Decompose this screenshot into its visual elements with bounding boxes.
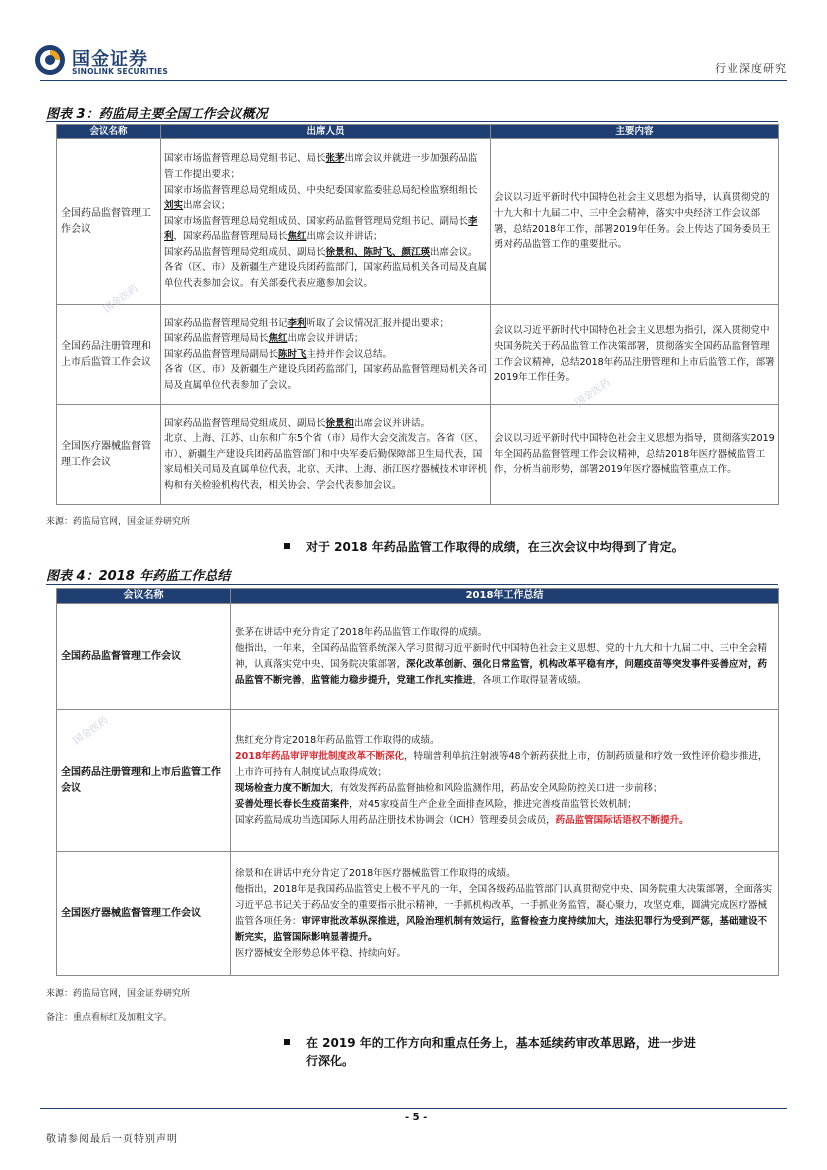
logo-chinese-name: 国金证券 (72, 49, 148, 70)
column-header: 主要内容 (491, 125, 779, 139)
meeting-name: 全国药品注册管理和上市后监管工作会议 (57, 305, 161, 405)
meeting-overview-table (56, 124, 779, 505)
table-row (57, 604, 779, 710)
bullet-paragraph: 在 2019 年的工作方向和重点任务上，基本延续药审改革思路，进一步进 行深化。 (284, 1034, 794, 1070)
attendees-cell: 国家市场监督管理总局党组书记、局长张茅出席会议并就进一步加强药品监管工作提出要求； 国家市场监督管理总局党组成员、中央纪委国家监委驻总局纪检监察组组长刘实出席会议； 国家市场监督管理总局党组成员、国家药品监督管理局党组书记、副局长李利，国家药品监督管理局局长焦红出席会议并讲话； 国家药品监督管理局党组成员、副局长徐景和、陈时飞、颜江瑛出席会议。 各省（区、市）及新疆生产建设兵团药监部门，国家药监局机关各司局及直属单位代表参加会议。有关部委代表应邀参加会议。 (161, 139, 491, 305)
figure3-rule (46, 121, 778, 122)
work-summary-table (56, 588, 779, 976)
watermark: 国金医药 (573, 377, 613, 410)
meeting-name: 全国药品监督管理工作会议 (57, 139, 161, 305)
footer-divider (40, 1108, 787, 1109)
header-divider (40, 80, 787, 81)
table-row (57, 852, 779, 976)
table-row (57, 405, 779, 505)
sinolink-logo-icon (34, 44, 66, 76)
column-header: 2018年工作总结 (231, 589, 779, 604)
table-row (57, 139, 779, 305)
attendees-cell: 国家药品监督管理局党组书记李利听取了会议情况汇报并提出要求； 国家药品监督管理局局长焦红出席会议并讲话； 国家药品监督管理局副局长陈时飞主持并作会议总结。 各省（区、市）及新疆生产建设兵团药监部门，国家药品监督管理局机关各司局及直属单位代表参加了会议。 (161, 305, 491, 405)
main-content-cell: 会议以习近平新时代中国特色社会主义思想为指引，深入贯彻党中央国务院关于药品监管工作决策部署，贯彻落实全国药品监督管理工作会议精神，总结2018年药品注册管理和上市后监管工作，部署2019年工作任务。 (491, 305, 779, 405)
meeting-name: 全国药品注册管理和上市后监管工作会议 (57, 710, 231, 852)
column-header: 出席人员 (161, 125, 491, 139)
figure3-source: 来源：药监局官网，国金证券研究所 (46, 517, 191, 527)
figure3-title: 图表 3：药监局主要全国工作会议概况 (46, 107, 268, 122)
summary-cell: 徐景和在讲话中充分肯定了2018年医疗器械监管工作取得的成绩。 他指出，2018年是我国药品监管史上极不平凡的一年，全国各级药品监管部门认真贯彻党中央、国务院重大决策部署，全面落实习近平总书记关于药品安全的重要指示批示精神，一手抓机构改革，一手抓业务监管，凝心聚力，攻坚克难，圆满完成医疗器械监管各项任务：审评审批改革纵深推进，风险治理机制有效运行，监督检查力度持续加大，违法犯罪行为受到严惩，基础建设不断完实，监管国际影响显著提升。 医疗器械安全形势总体平稳、持续向好。 (231, 852, 779, 976)
summary-cell: 张茅在讲话中充分肯定了2018年药品监管工作取得的成绩。 他指出，一年来，全国药品监管系统深入学习贯彻习近平新时代中国特色社会主义思想、党的十九大和十九届二中、三中全会精神，认真落实党中央、国务院决策部署，深化改革创新、强化日常监管，机构改革平稳有序，问题疫苗等突发事件妥善应对，药品监管不断完善，监管能力稳步提升，党建工作扎实推进，各项工作取得显著成绩。 (231, 604, 779, 710)
meeting-name: 全国药品监督管理工作会议 (57, 604, 231, 710)
summary-cell: 焦红充分肯定2018年药品监管工作取得的成绩。 2018年药品审评审批制度改革不断深化，特瑞普利单抗注射液等48个新药获批上市，仿制药质量和疗效一致性评价稳步推进，上市许可持有人制度试点取得成效； 现场检查力度不断加大，有效发挥药品监督抽检和风险监测作用，药品安全风险防控关口进一步前移； 妥善处理长春长生疫苗案件，对45家疫苗生产企业全面排查风险，推进完善疫苗监管长效机制； 国家药监局成功当选国际人用药品注册技术协调会（ICH）管理委员会成员，药品监管国际话语权不断提升。 (231, 710, 779, 852)
bullet-paragraph: 对于 2018 年药品监管工作取得的成绩，在三次会议中均得到了肯定。 (284, 538, 684, 555)
table-header-row (57, 589, 779, 604)
figure4-title: 图表 4：2018 年药监工作总结 (46, 569, 231, 584)
column-header: 会议名称 (57, 125, 161, 139)
table-row (57, 710, 779, 852)
figure4-note: 备注：重点看标红及加粗文字。 (46, 1013, 173, 1023)
logo-english-name: SINOLINK SECURITIES (72, 67, 169, 76)
table-header-row (57, 125, 779, 139)
watermark: 国金医药 (101, 283, 141, 316)
main-content-cell: 会议以习近平新时代中国特色社会主义思想为指导，认真贯彻党的十九大和十九届二中、三中全会精神，落实中央经济工作会议部署，总结2018年工作，部署2019年任务。会上传达了国务委员王勇对药品监管工作的重要批示。 (491, 139, 779, 305)
watermark: 国金医药 (71, 715, 111, 748)
meeting-name: 全国医疗器械监督管理工作会议 (57, 852, 231, 976)
meeting-name: 全国医疗器械监督管理工作会议 (57, 405, 161, 505)
bullet-square-icon (284, 1039, 290, 1045)
bullet-square-icon (284, 543, 290, 549)
table-row (57, 305, 779, 405)
main-content-cell: 会议以习近平新时代中国特色社会主义思想为指导，贯彻落实2019年全国药品监督管理工作会议精神，总结2018年医疗器械监管工作，分析当前形势，部署2019年医疗器械监管重点工作。 (491, 405, 779, 505)
attendees-cell: 国家药品监督管理局党组成员、副局长徐景和出席会议并讲话。 北京、上海、江苏、山东和广东5个省（市）局作大会交流发言。各省（区、市）、新疆生产建设兵团药品监管部门和中央军委后勤保障部卫生局代表，国家局相关司局及直属单位代表，北京、天津、上海、浙江医疗器械技术审评机构和有关检验机构代表，相关协会、学会代表参加会议。 (161, 405, 491, 505)
report-type: 行业深度研究 (715, 62, 787, 75)
column-header: 会议名称 (57, 589, 231, 604)
figure4-source: 来源：药监局官网，国金证券研究所 (46, 989, 191, 999)
page-number: - 5 - (405, 1112, 428, 1123)
figure4-rule (46, 584, 778, 585)
disclaimer-note: 敬请参阅最后一页特别声明 (46, 1134, 178, 1145)
